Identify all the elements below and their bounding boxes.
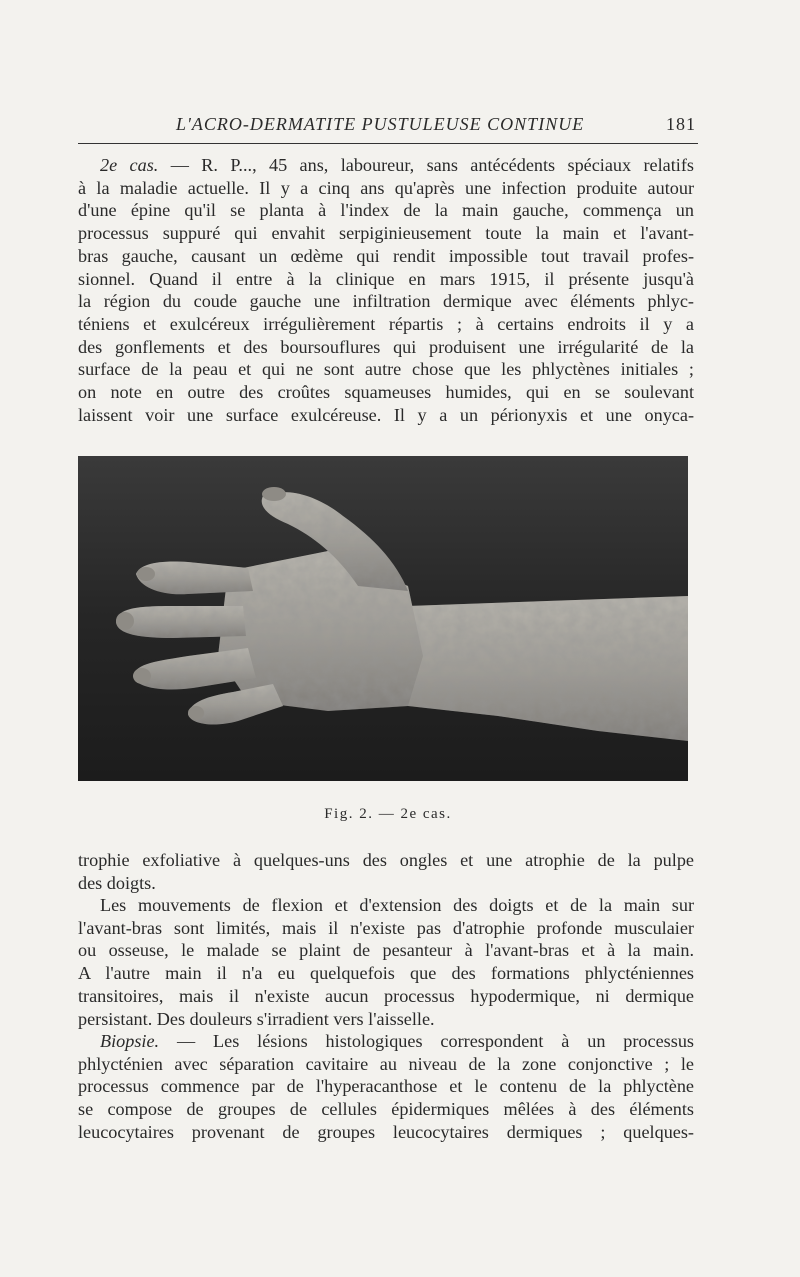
- paragraph-biopsie: [78, 1030, 694, 1144]
- text-line: ou osseuse, le malade se plaint de pesanteur à l'avant-bras et à la main.: [78, 940, 694, 961]
- text-line: processus suppuré qui envahit serpiginieusement toute la main et l'avant-: [78, 223, 694, 244]
- text-line: Biopsie. — Les lésions histologiques correspondent à un processus: [100, 1031, 694, 1051]
- text-line: trophie exfoliative à quelques-uns des ongles et une atrophie de la pulpe: [78, 850, 694, 870]
- text-line: des gonflements et des boursouflures qui produisent une irrégularité de la: [78, 336, 694, 357]
- text-line: transitoires, mais il n'existe aucun processus hypodermique, ni dermique: [78, 985, 694, 1006]
- paragraph-continuation: [78, 849, 694, 894]
- index-nail: [137, 567, 155, 581]
- text-line: on note en outre des croûtes squameuses humides, qui en se soulevant: [78, 382, 694, 403]
- paragraph-movements: [78, 894, 694, 1030]
- header-rule: [78, 143, 698, 144]
- running-header: [78, 111, 698, 141]
- text-line: à la maladie actuelle. Il y a cinq ans qu'après une infection produite autour: [78, 177, 694, 198]
- ring-nail: [133, 668, 151, 684]
- case-label: 2e cas.: [100, 155, 159, 175]
- text-line: se compose de groupes de cellules épidermiques mêlées à des éléments: [78, 1099, 694, 1120]
- figure-photo-hand: [78, 456, 688, 781]
- middle-nail: [116, 612, 134, 630]
- text-line: d'une épine qu'il se planta à l'index de la main gauche, commença un: [78, 200, 694, 221]
- text-line: la région du coude gauche une infiltration dermique avec éléments phlyc-: [78, 291, 694, 312]
- text-line: sionnel. Quand il entre à la clinique en mars 1915, il présente jusqu'à: [78, 268, 694, 289]
- text-line: A l'autre main il n'a eu quelquefois que des formations phlycténiennes: [78, 963, 694, 984]
- text-line: surface de la peau et qui ne sont autre chose que les phlyctènes initiales ;: [78, 359, 694, 380]
- text-line: téniens et exulcéreux irrégulièrement répartis ; à certains endroits il y a: [78, 313, 694, 334]
- text-line: 2e cas. — R. P..., 45 ans, laboureur, sans antécédents spéciaux relatifs: [100, 155, 694, 175]
- page: [78, 0, 698, 1277]
- text-line: laissent voir une surface exulcéreuse. Il y a un périonyxis et une onyca-: [78, 404, 694, 425]
- biopsie-label: Biopsie.: [100, 1031, 160, 1051]
- text-line: processus commence par de l'hyperacanthose et le contenu de la phlyctène: [78, 1076, 694, 1097]
- running-title: L'ACRO-DERMATITE PUSTULEUSE CONTINUE: [176, 114, 585, 134]
- text-line: l'avant-bras sont limités, mais il n'existe pas d'atrophie profonde musculaier: [78, 917, 694, 938]
- text-line: phlycténien avec séparation cavitaire au niveau de la zone conjonctive ; le: [78, 1053, 694, 1074]
- hand-photograph: [78, 456, 688, 781]
- page-number: 181: [666, 114, 696, 134]
- paragraph-case-2: [78, 154, 694, 426]
- text-line: des doigts.: [78, 872, 156, 893]
- text-line: bras gauche, causant un œdème qui rendit impossible tout travail profes-: [78, 245, 694, 266]
- thumb-nail: [262, 487, 286, 501]
- text-line: Les mouvements de flexion et d'extension des doigts et de la main sur: [100, 895, 694, 915]
- little-nail: [188, 706, 204, 720]
- text-line: leucocytaires provenant de groupes leucocytaires dermiques ; quelques-: [78, 1121, 694, 1142]
- figure-caption: Fig. 2. — 2e cas.: [324, 806, 452, 822]
- text-line: persistant. Des douleurs s'irradient vers l'aisselle.: [78, 1008, 435, 1029]
